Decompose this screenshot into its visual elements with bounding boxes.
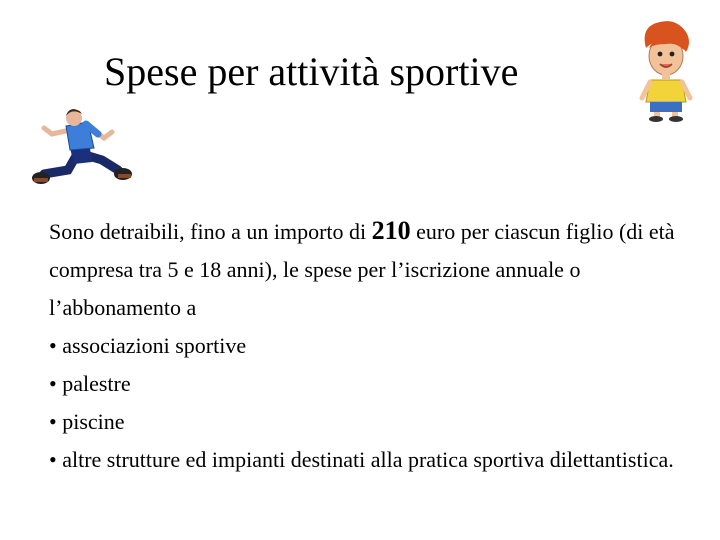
intro-text-before: Sono detraibili, fino a un importo di xyxy=(49,219,372,244)
slide-body xyxy=(49,212,689,479)
slide-title: Spese per attività sportive xyxy=(104,49,519,94)
bullet-item: • piscine xyxy=(49,409,125,434)
bullet-item: • altre strutture ed impianti destinati alla pratica sportiva dilettantistica. xyxy=(49,447,674,472)
running-child-image xyxy=(24,108,142,192)
bullet-item: • associazioni sportive xyxy=(49,333,247,358)
red-haired-kid-image xyxy=(636,18,698,122)
intro-text-after: euro per ciascun figlio (di età compresa tra 5 e 18 anni), le spese per l’iscrizione annuale o l’abbonamento a xyxy=(49,219,675,320)
intro-paragraph xyxy=(49,212,689,327)
amount-value: 210 xyxy=(371,216,411,245)
bullet-item: • palestre xyxy=(49,371,131,396)
